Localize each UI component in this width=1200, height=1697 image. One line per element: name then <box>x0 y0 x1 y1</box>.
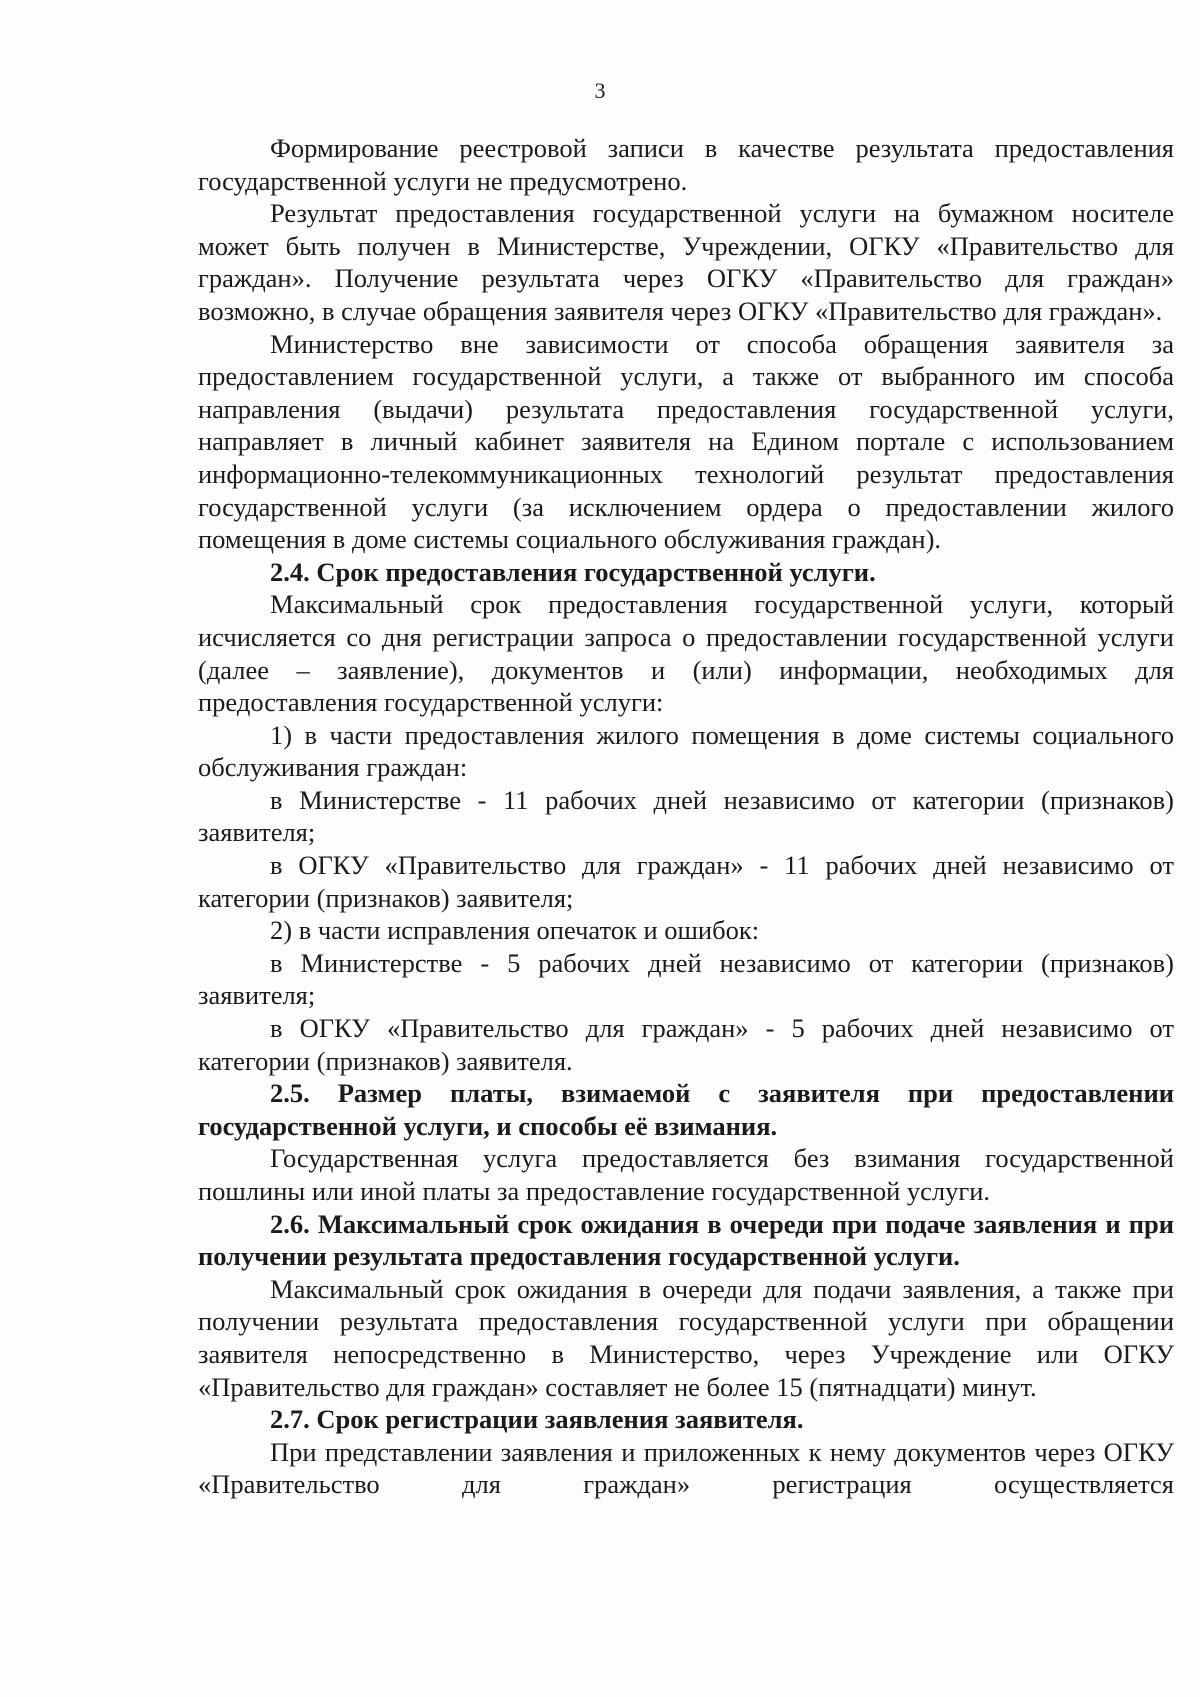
list-item-ogku-5-days: в ОГКУ «Правительство для граждан» - 5 рабочих дней независимо от категории (признаков) заявителя. <box>198 1013 1174 1076</box>
paragraph-max-term: Максимальный срок предоставления государственной услуги, который исчисляется со дня регистрации запроса о предоставлении государственной услуги (далее – заявление), документов и (или) информации, необходимых для предоставления государственной услуги: <box>198 589 1174 718</box>
list-item-corrections: 2) в части исправления опечаток и ошибок: <box>270 915 760 946</box>
section-heading-2-7: 2.7. Срок регистрации заявления заявителя. <box>270 1404 804 1435</box>
list-item-ogku-11-days: в ОГКУ «Правительство для граждан» - 11 рабочих дней независимо от категории (признаков) заявителя; <box>198 850 1174 913</box>
section-heading-2-4: 2.4. Срок предоставления государственной услуги. <box>270 556 876 587</box>
paragraph-ministry-cabinet: Министерство вне зависимости от способа обращения заявителя за предоставлением государственной услуги, а также от выбранного им способа направления (выдачи) результата предоставления государственной услуги, направляет в личный кабинет заявителя на Едином портале с использованием информационно-телекоммуникационных технологий результат предоставления государственной услуги (за исключением ордера о предоставлении жилого помещения в доме системы социального обслуживания граждан). <box>198 328 1174 555</box>
paragraph-queue-time: Максимальный срок ожидания в очереди для подачи заявления, а также при получении результата предоставления государственной услуги при обращении заявителя непосредственно в Министерство, через Учреждение или ОГКУ «Правительство для граждан» составляет не более 15 (пятнадцати) минут. <box>198 1273 1174 1402</box>
paragraph-registry-entry: Формирование реестровой записи в качестве результата предоставления государственной услуги не предусмотрено. <box>198 133 1174 196</box>
page-number: 3 <box>594 78 606 103</box>
document-body <box>198 132 1174 1501</box>
list-item-ministry-5-days: в Министерстве - 5 рабочих дней независимо от категории (признаков) заявителя; <box>198 947 1174 1011</box>
list-item-ministry-11-days: в Министерстве - 11 рабочих дней независимо от категории (признаков) заявителя; <box>198 784 1174 848</box>
paragraph-registration: При представлении заявления и приложенных к нему документов через ОГКУ «Правительство для граждан» регистрация осуществляется <box>198 1436 1174 1500</box>
section-heading-2-6: 2.6. Максимальный срок ожидания в очереди при подаче заявления и при получении результата предоставления государственной услуги. <box>198 1208 1174 1272</box>
paragraph-no-fee: Государственная услуга предоставляется без взимания государственной пошлины или иной платы за предоставление государственной услуги. <box>198 1143 1174 1206</box>
list-item-housing: 1) в части предоставления жилого помещения в доме системы социального обслуживания граждан: <box>198 719 1174 783</box>
paragraph-paper-result: Результат предоставления государственной услуги на бумажном носителе может быть получен в Министерстве, Учреждении, ОГКУ «Правительство для граждан». Получение результата через ОГКУ «Правительство для граждан» возможно, в случае обращения заявителя через ОГКУ «Правительство для граждан». <box>198 198 1174 326</box>
section-heading-2-5: 2.5. Размер платы, взимаемой с заявителя при предоставлении государственной услуги, и способы её взимания. <box>198 1078 1174 1141</box>
